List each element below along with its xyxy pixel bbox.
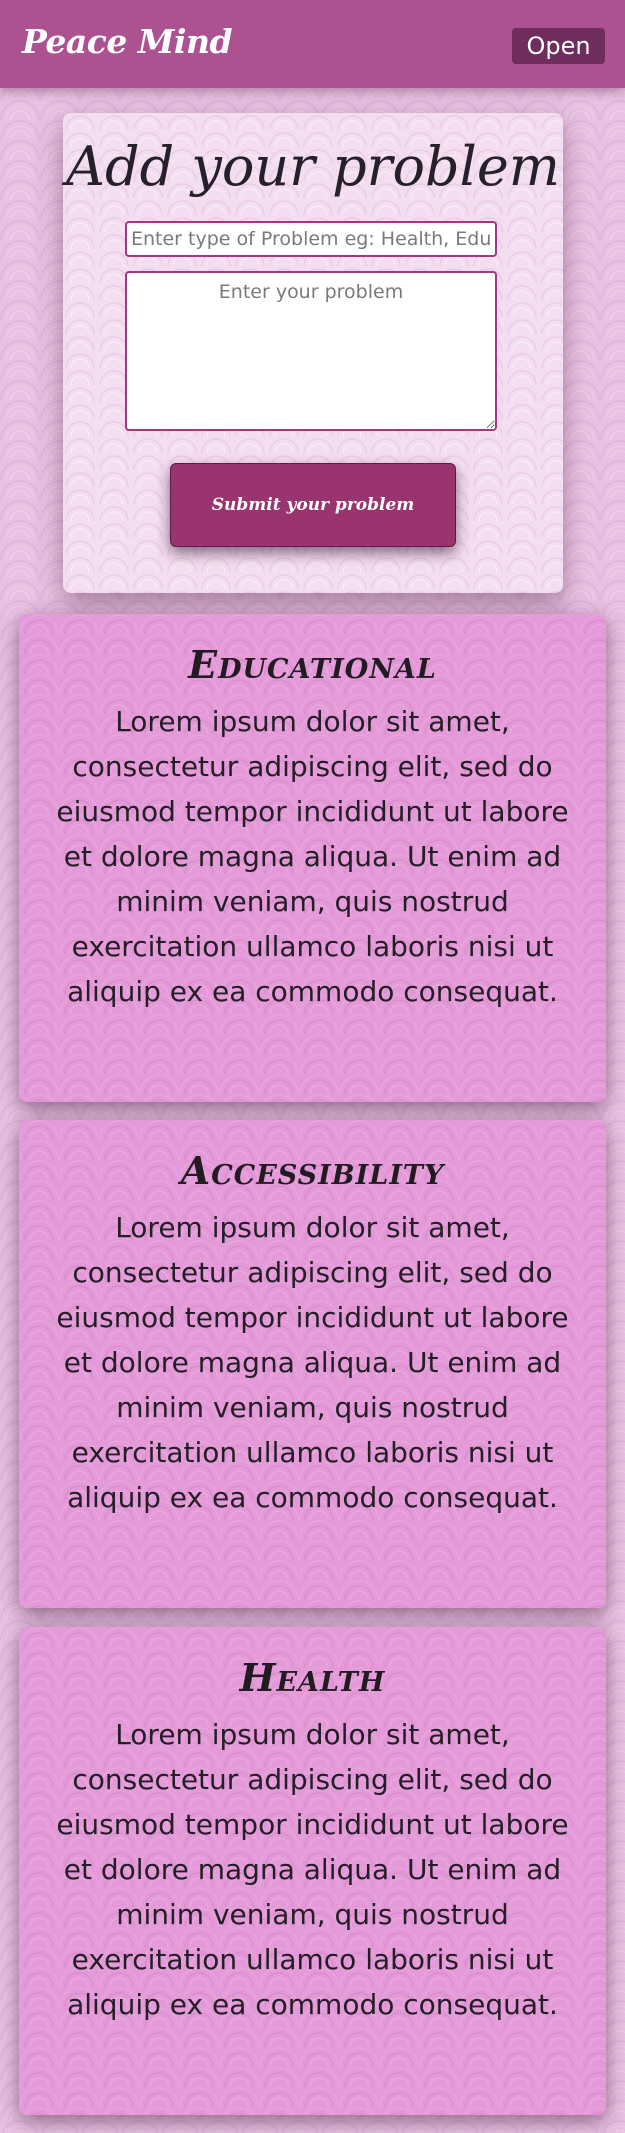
card-title: Health: [239, 1655, 386, 1700]
navbar: [0, 0, 625, 88]
problem-type-input[interactable]: [125, 221, 497, 257]
card-title: Educational: [188, 642, 437, 687]
card-health: [19, 1627, 606, 2115]
card-text: Lorem ipsum dolor sit amet, consectetur adipiscing elit, sed do eiusmod tempor incididunt ut labore et dolore magna aliqua. Ut enim ad minim veniam, quis nostrud exercitation ullamco laboris nisi ut aliquip ex ea commodo consequat.: [56, 1211, 569, 1514]
form-title: Add your problem: [66, 135, 560, 198]
brand-logo[interactable]: Peace Mind: [22, 22, 233, 61]
card-educational: [19, 614, 606, 1102]
add-problem-form: [63, 113, 563, 593]
submit-problem-button[interactable]: Submit your problem: [170, 463, 456, 547]
problem-textarea[interactable]: [125, 271, 497, 431]
card-text: Lorem ipsum dolor sit amet, consectetur adipiscing elit, sed do eiusmod tempor incididunt ut labore et dolore magna aliqua. Ut enim ad minim veniam, quis nostrud exercitation ullamco laboris nisi ut aliquip ex ea commodo consequat.: [56, 705, 569, 1008]
card-accessibility: [19, 1120, 606, 1608]
card-title: Accessibility: [180, 1148, 445, 1193]
open-menu-button[interactable]: Open: [512, 28, 605, 64]
card-text: Lorem ipsum dolor sit amet, consectetur adipiscing elit, sed do eiusmod tempor incididunt ut labore et dolore magna aliqua. Ut enim ad minim veniam, quis nostrud exercitation ullamco laboris nisi ut aliquip ex ea commodo consequat.: [56, 1718, 569, 2021]
